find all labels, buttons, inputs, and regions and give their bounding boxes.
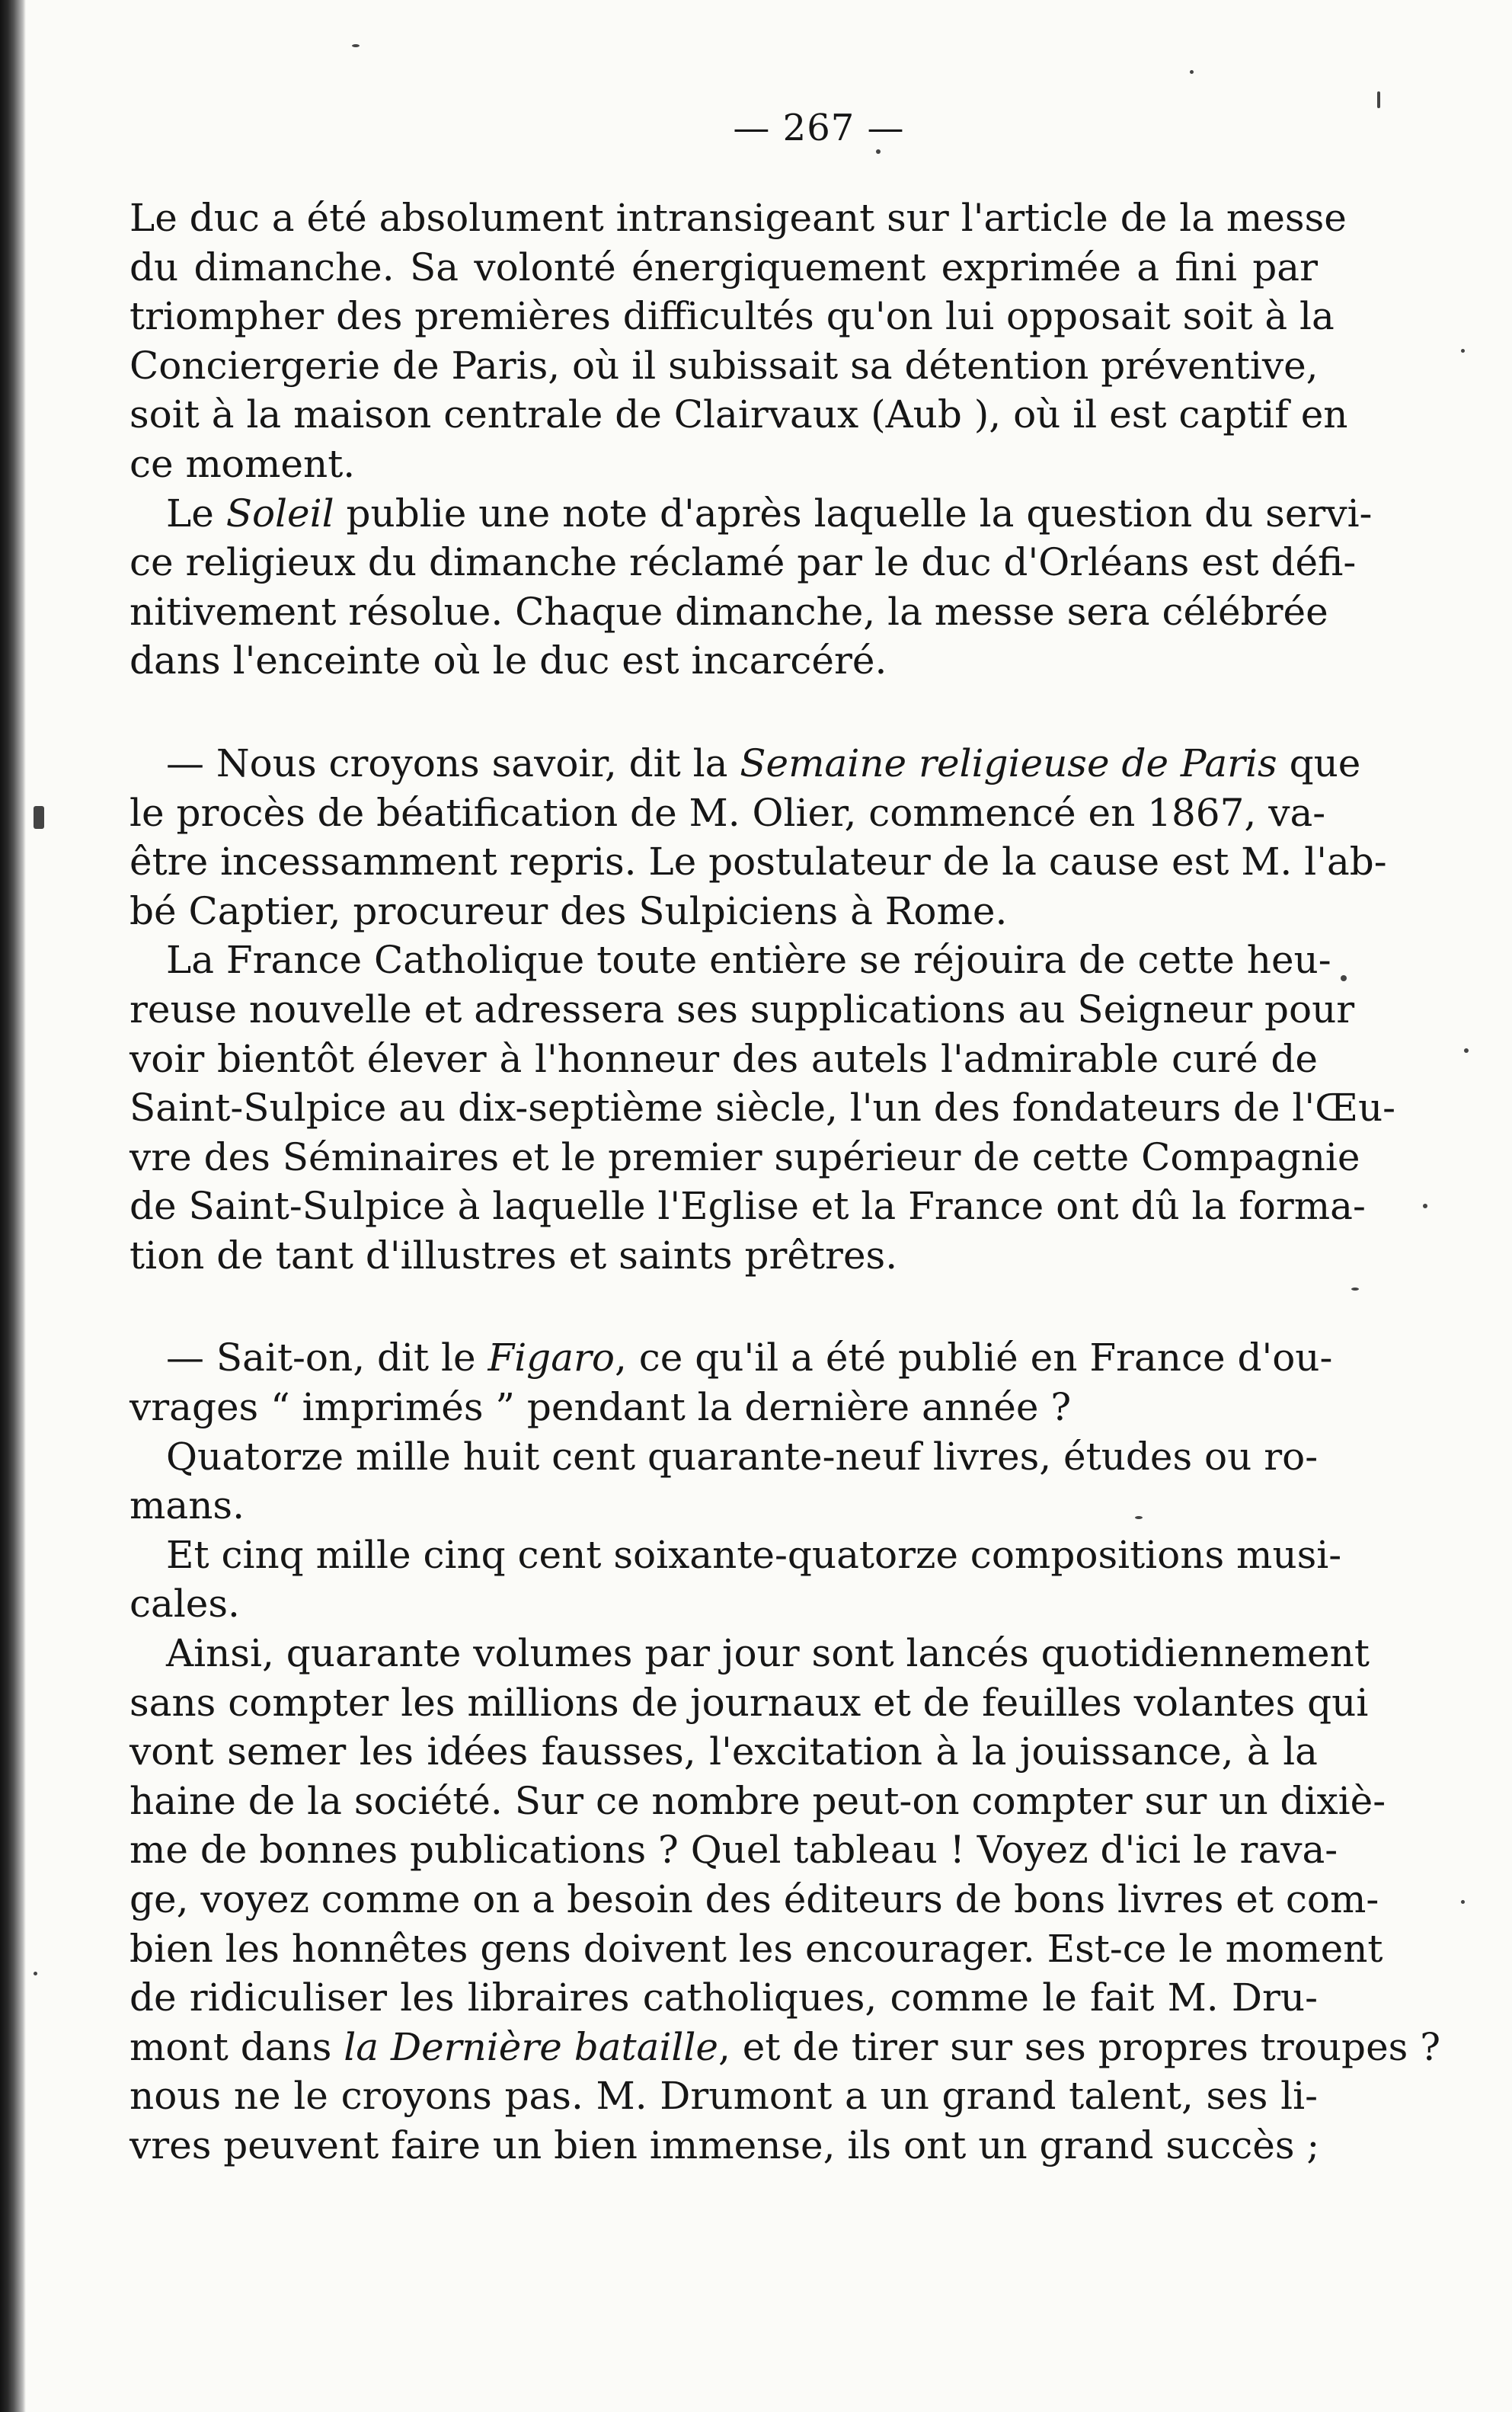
section-gap: [129, 686, 1318, 739]
text-line: tion de tant d'illustres et saints prêtres.: [129, 1233, 898, 1278]
text-line: haine de la société. Sur ce nombre peut-on compter sur un dixiè-: [129, 1778, 1386, 1823]
text-line: ge, voyez comme on a besoin des éditeurs de bons livres et com-: [129, 1877, 1379, 1921]
text-line: soit à la maison centrale de Clairvaux (Aub ), où il est captif en: [129, 392, 1348, 437]
text-line: Conciergerie de Paris, où il subissait sa détention préventive,: [129, 343, 1319, 388]
text-line: vres peuvent faire un bien immense, ils ont un grand succès ;: [129, 2122, 1320, 2167]
text-line: sans compter les millions de journaux et de feuilles volantes qui: [129, 1680, 1369, 1725]
text-line: ce religieux du dimanche réclamé par le duc d'Orléans est défi-: [129, 540, 1357, 585]
text-line: du dimanche. Sa volonté énergiquement exprimée a fini par: [129, 245, 1318, 290]
text-line: mans.: [129, 1483, 245, 1528]
paragraph: [129, 194, 1348, 489]
text-line: vre des Séminaires et le premier supérieur de cette Compagnie: [129, 1134, 1360, 1179]
text-line: [129, 739, 1361, 789]
text-segment: que: [1277, 741, 1361, 785]
text-line: Ainsi, quarante volumes par jour sont lancés quotidiennement: [166, 1631, 1370, 1676]
text-segment: , ce qu'il a été publié en France d'ou-: [615, 1336, 1333, 1380]
scan-speck: [1351, 1288, 1359, 1291]
paragraph: [129, 489, 1373, 686]
text-line: Saint-Sulpice au dix-septième siècle, l'un des fondateurs de l'Œu-: [129, 1086, 1396, 1131]
section-gap: [129, 1280, 1318, 1333]
text-line: bien les honnêtes gens doivent les encourager. Est-ce le moment: [129, 1926, 1383, 1971]
body-text: [129, 194, 1441, 2170]
scan-speck: [34, 806, 44, 829]
text-line: ce moment.: [129, 441, 356, 486]
text-segment: , et de tirer sur ses propres troupes ?: [718, 2024, 1441, 2069]
text-line: Et cinq mille cinq cent soixante-quatorze compositions musi-: [166, 1532, 1342, 1577]
scan-speck: [34, 1972, 37, 1975]
text-line: de Saint-Sulpice à laquelle l'Eglise et la France ont dû la forma-: [129, 1184, 1366, 1229]
text-segment: — Nous croyons savoir, dit la: [166, 741, 740, 785]
text-line: reuse nouvelle et adressera ses supplications au Seigneur pour: [129, 987, 1355, 1032]
text-line: cales.: [129, 1582, 240, 1627]
text-line: me de bonnes publications ? Quel tableau ! Voyez d'ici le rava-: [129, 1828, 1338, 1873]
text-line: [129, 2023, 1441, 2072]
binding-edge: [0, 0, 26, 2412]
paragraph: [129, 936, 1396, 1280]
italic-title: Soleil: [225, 491, 334, 536]
text-line: vont semer les idées fausses, l'excitation à la jouissance, à la: [129, 1729, 1318, 1774]
text-segment: — Sait-on, dit le: [166, 1336, 488, 1380]
scan-speck: [1461, 1900, 1465, 1904]
text-segment: Le: [166, 491, 226, 536]
text-line: de ridiculiser les libraires catholiques, comme le fait M. Dru-: [129, 1975, 1318, 2020]
paragraph: [129, 1629, 1441, 2170]
paragraph: [129, 1333, 1333, 1432]
text-segment: publie une note d'après laquelle la question du servi-: [334, 491, 1373, 536]
page-number: — 267 —: [733, 107, 905, 149]
text-line: voir bientôt élever à l'honneur des autels l'admirable curé de: [129, 1036, 1318, 1081]
text-line: triompher des premières difficultés qu'on lui opposait soit à la: [129, 294, 1335, 339]
italic-title: Semaine religieuse de Paris: [740, 741, 1277, 785]
text-line: être incessamment repris. Le postulateur de la cause est M. l'ab-: [129, 840, 1387, 885]
scan-speck: [1341, 975, 1347, 981]
text-line: La France Catholique toute entière se réjouira de cette heu-: [166, 938, 1331, 983]
text-line: [129, 1333, 1333, 1383]
text-line: le procès de béatification de M. Olier, commencé en 1867, va-: [129, 790, 1326, 835]
text-line: Le duc a été absolument intransigeant sur l'article de la messe: [129, 196, 1347, 240]
scan-speck: [1377, 91, 1380, 108]
text-line: vrages “ imprimés ” pendant la dernière année ?: [129, 1385, 1072, 1430]
paragraph: [129, 1531, 1342, 1629]
paragraph: [129, 739, 1387, 936]
text-line: nitivement résolue. Chaque dimanche, la messe sera célébrée: [129, 589, 1328, 634]
text-line: dans l'enceinte où le duc est incarcéré.: [129, 638, 887, 683]
text-line: Quatorze mille huit cent quarante-neuf livres, études ou ro-: [166, 1434, 1319, 1479]
scan-speck: [1464, 1048, 1469, 1053]
scan-speck: [876, 149, 881, 154]
scan-speck: [1190, 70, 1194, 74]
italic-title: la Dernière bataille: [344, 2024, 719, 2069]
text-line: nous ne le croyons pas. M. Drumont a un grand talent, ses li-: [129, 2074, 1318, 2119]
text-segment: mont dans: [129, 2024, 344, 2069]
text-line: bé Captier, procureur des Sulpiciens à Rome.: [129, 888, 1008, 933]
scan-speck: [352, 44, 360, 47]
text-line: [129, 489, 1373, 539]
scan-speck: [1135, 1516, 1143, 1519]
scan-speck: [1423, 1204, 1427, 1208]
scan-speck: [1461, 349, 1465, 353]
italic-title: Figaro: [487, 1336, 615, 1380]
